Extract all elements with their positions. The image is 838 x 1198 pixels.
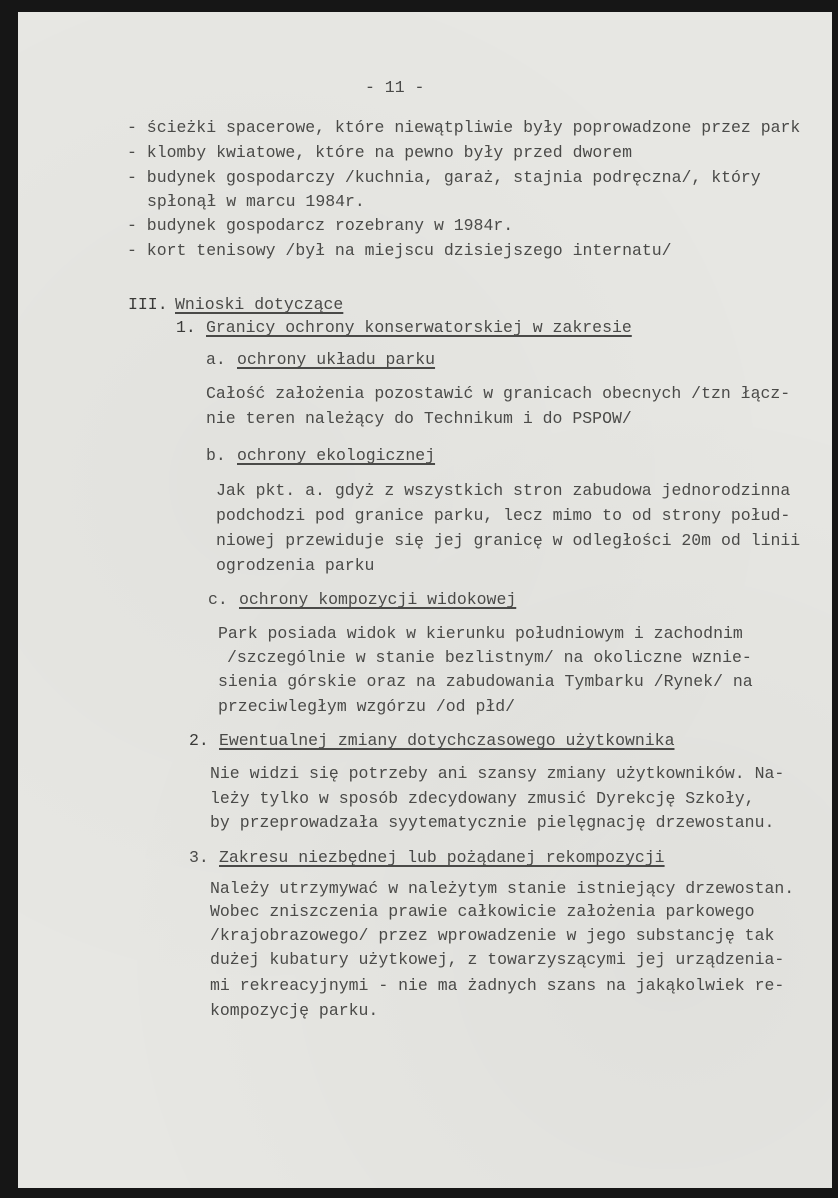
- paragraph-line: dużej kubatury użytkowej, z towarzyszącymi jej urządzenia-: [210, 950, 785, 969]
- subitem-c-label: c.: [208, 590, 228, 609]
- paragraph-line: /krajobrazowego/ przez wprowadzenie w jego substancję tak: [210, 926, 775, 945]
- item3-title: Zakresu niezbędnej lub pożądanej rekompozycji: [219, 848, 665, 867]
- paragraph-line: przeciwległym wzgórzu /od płd/: [218, 697, 516, 716]
- subitem-b-label: b.: [206, 446, 226, 465]
- section-title: Wnioski dotyczące: [175, 295, 344, 314]
- bullet-line: - budynek gospodarcz rozebrany w 1984r.: [127, 216, 514, 235]
- bullet-line: - klomby kwiatowe, które na pewno były przed dworem: [127, 143, 632, 162]
- paragraph-line: ogrodzenia parku: [216, 556, 375, 575]
- paragraph-line: kompozycję parku.: [210, 1001, 379, 1020]
- item2-number: 2.: [189, 731, 209, 750]
- paragraph-line: sienia górskie oraz na zabudowania Tymbarku /Rynek/ na: [218, 672, 753, 691]
- bullet-line: - budynek gospodarczy /kuchnia, garaż, stajnia podręczna/, który: [127, 168, 761, 187]
- paragraph-line: by przeprowadzała syytematycznie pielęgnację drzewostanu.: [210, 813, 775, 832]
- paragraph-line: Park posiada widok w kierunku południowym i zachodnim: [218, 624, 743, 643]
- item1-number: 1.: [176, 318, 196, 337]
- bullet-line: spłonął w marcu 1984r.: [147, 192, 365, 211]
- paragraph-line: /szczególnie w stanie bezlistnym/ na okoliczne wznie-: [227, 648, 752, 667]
- paragraph-line: podchodzi pod granice parku, lecz mimo to od strony połud-: [216, 506, 791, 525]
- paragraph-line: mi rekreacyjnymi - nie ma żadnych szans na jakąkolwiek re-: [210, 976, 785, 995]
- paragraph-line: Całość założenia pozostawić w granicach obecnych /tzn łącz-: [206, 384, 791, 403]
- bullet-line: - kort tenisowy /był na miejscu dzisiejszego internatu/: [127, 241, 672, 260]
- section-number: III.: [128, 295, 168, 314]
- paragraph-line: niowej przewiduje się jej granicę w odległości 20m od linii: [216, 531, 801, 550]
- subitem-a-label: a.: [206, 350, 226, 369]
- subitem-c-title: ochrony kompozycji widokowej: [239, 590, 517, 609]
- subitem-a-title: ochrony układu parku: [237, 350, 436, 369]
- subitem-b-title: ochrony ekologicznej: [237, 446, 436, 465]
- page-number: - 11 -: [365, 78, 425, 97]
- paragraph-line: Należy utrzymywać w należytym stanie istniejący drzewostan.: [210, 879, 795, 898]
- item3-number: 3.: [189, 848, 209, 867]
- paragraph-line: leży tylko w sposób zdecydowany zmusić Dyrekcję Szkoły,: [210, 789, 755, 808]
- paragraph-line: nie teren należący do Technikum i do PSPOW/: [206, 409, 632, 428]
- item2-title: Ewentualnej zmiany dotychczasowego użytkownika: [219, 731, 675, 750]
- document-page: [18, 12, 832, 1188]
- paragraph-line: Wobec zniszczenia prawie całkowicie założenia parkowego: [210, 902, 755, 921]
- item1-title: Granicy ochrony konserwatorskiej w zakresie: [206, 318, 632, 337]
- paragraph-line: Jak pkt. a. gdyż z wszystkich stron zabudowa jednorodzinna: [216, 481, 791, 500]
- paragraph-line: Nie widzi się potrzeby ani szansy zmiany użytkowników. Na-: [210, 764, 785, 783]
- bullet-line: - ścieżki spacerowe, które niewątpliwie były poprowadzone przez park: [127, 118, 801, 137]
